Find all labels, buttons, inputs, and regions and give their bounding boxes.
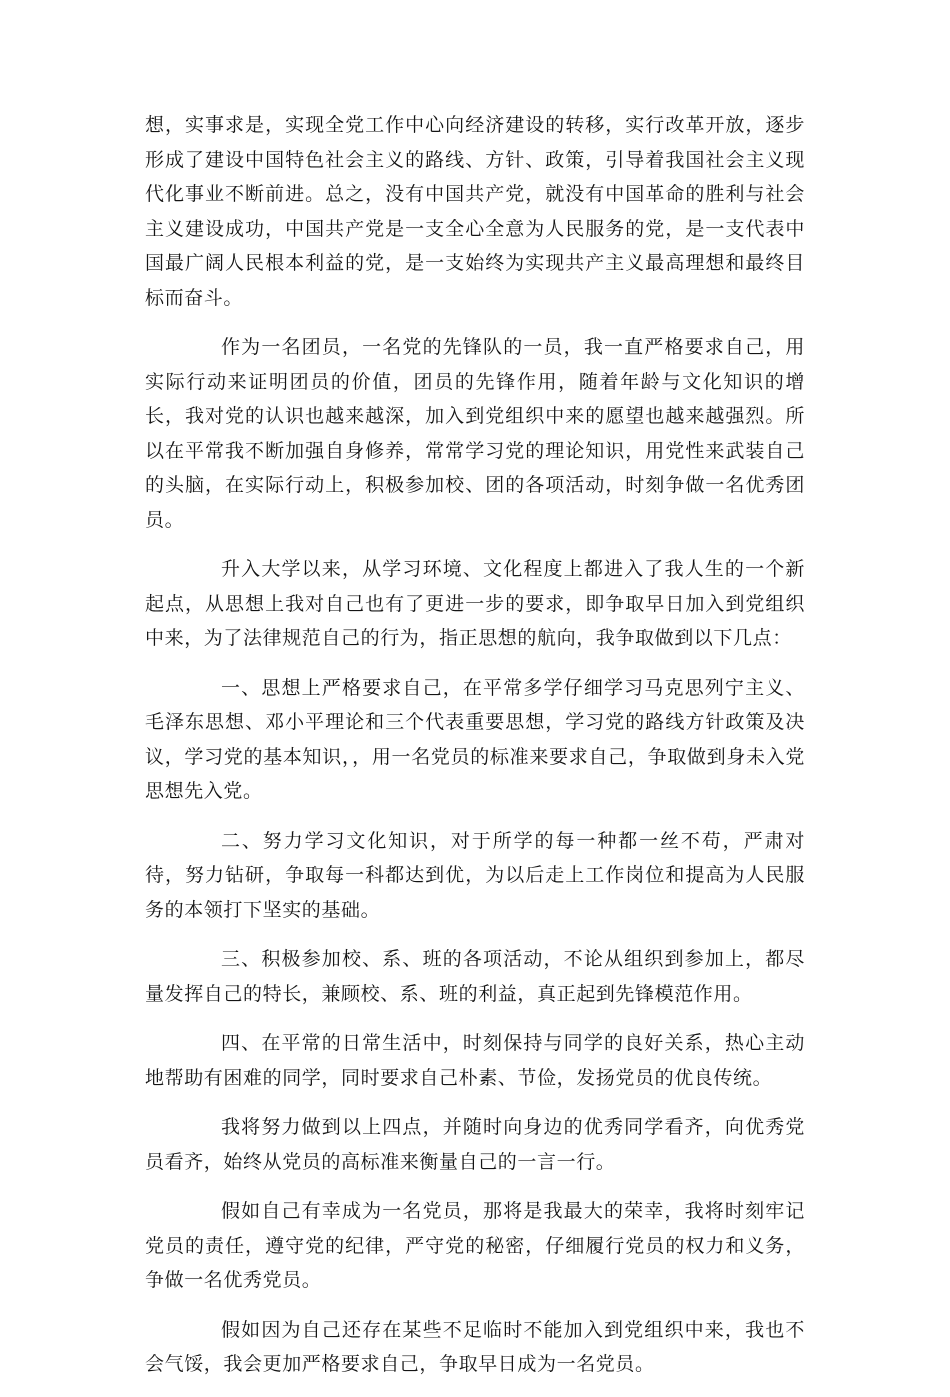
paragraph-commitment: 我将努力做到以上四点，并随时向身边的优秀同学看齐，向优秀党员看齐，始终从党员的高标准来衡量自己的一言一行。 <box>145 1116 805 1173</box>
paragraph-point-three: 三、积极参加校、系、班的各项活动，不论从组织到参加上，都尽量发挥自己的特长，兼顾校、系、班的利益，真正起到先锋模范作用。 <box>145 948 805 1005</box>
paragraph-if-accepted: 假如自己有幸成为一名党员，那将是我最大的荣幸，我将时刻牢记党员的责任，遵守党的纪律，严守党的秘密，仔细履行党员的权力和义务，争做一名优秀党员。 <box>145 1200 805 1291</box>
document-page <box>145 108 805 1397</box>
paragraph-as-league-member: 作为一名团员，一名党的先锋队的一员，我一直严格要求自己，用实际行动来证明团员的价值，团员的先锋作用，随着年龄与文化知识的增长，我对党的认识也越来越深，加入到党组织中来的愿望也越来越强烈。所以在平常我不断加强自身修养，常常学习党的理论知识，用党性来武装自己的头脑，在实际行动上，积极参加校、团的各项活动，时刻争做一名优秀团员。 <box>145 336 805 531</box>
paragraph-continuation: 想，实事求是，实现全党工作中心向经济建设的转移，实行改革开放，逐步形成了建设中国特色社会主义的路线、方针、政策，引导着我国社会主义现代化事业不断前进。总之，没有中国共产党，就没有中国革命的胜利与社会主义建设成功，中国共产党是一支全心全意为人民服务的党，是一支代表中国最广阔人民根本利益的党，是一支始终为实现共产主义最高理想和最终目标而奋斗。 <box>145 114 805 309</box>
paragraph-point-four: 四、在平常的日常生活中，时刻保持与同学的良好关系，热心主动地帮助有困难的同学，同时要求自己朴素、节俭，发扬党员的优良传统。 <box>145 1032 805 1089</box>
paragraph-point-two: 二、努力学习文化知识，对于所学的每一种都一丝不苟，严肃对待，努力钻研，争取每一科都达到优，为以后走上工作岗位和提高为人民服务的本领打下坚实的基础。 <box>145 829 805 921</box>
paragraph-university: 升入大学以来，从学习环境、文化程度上都进入了我人生的一个新起点，从思想上我对自己也有了更进一步的要求，即争取早日加入到党组织中来，为了法律规范自己的行为，指正思想的航向，我争取做到以下几点： <box>145 558 805 649</box>
paragraph-if-not-accepted: 假如因为自己还存在某些不足临时不能加入到党组织中来，我也不会气馁，我会更加严格要求自己，争取早日成为一名党员。 <box>145 1318 805 1375</box>
paragraph-point-one: 一、思想上严格要求自己，在平常多学仔细学习马克思列宁主义、毛泽东思想、邓小平理论和三个代表重要思想，学习党的路线方针政策及决议，学习党的基本知识，，用一名党员的标准来要求自己，争取做到身未入党思想先入党。 <box>145 676 805 802</box>
